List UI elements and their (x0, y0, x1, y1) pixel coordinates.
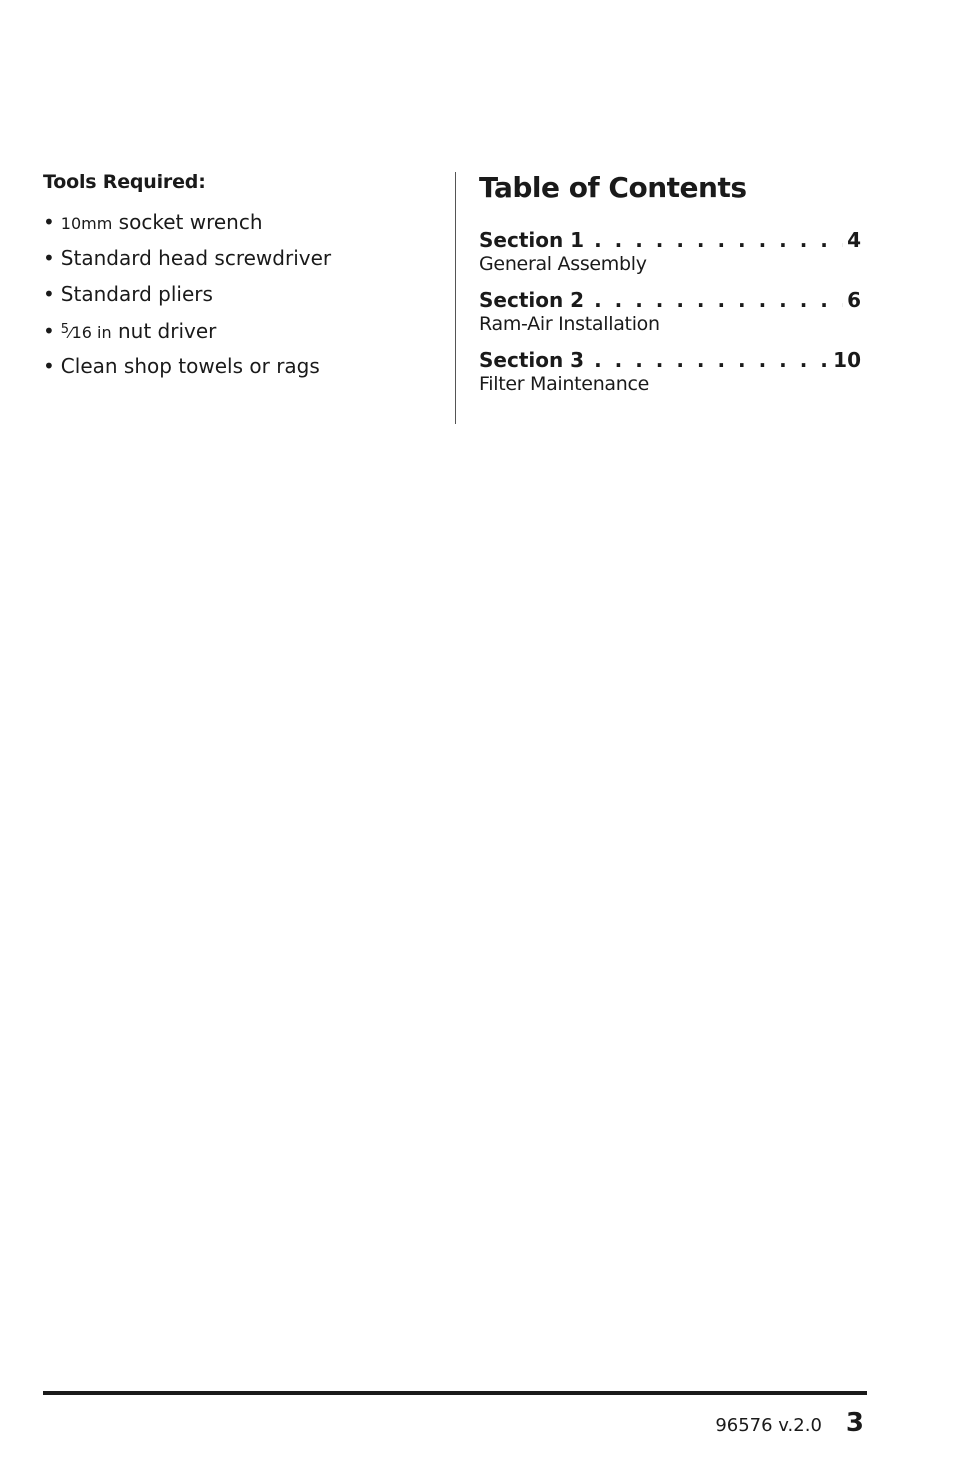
footer-rule (43, 1391, 867, 1395)
list-item (43, 204, 443, 240)
tool-unit: in (91, 323, 112, 342)
bullet: • (43, 319, 55, 343)
toc-section-subtitle: General Assembly (479, 253, 647, 275)
toc-line (479, 348, 861, 372)
bullet: • (43, 246, 55, 270)
toc-line (479, 228, 861, 252)
toc-page-number: 6 (847, 288, 861, 312)
tools-list (43, 204, 443, 384)
bullet: • (43, 210, 55, 234)
toc-section-label: Section 3 (479, 348, 585, 372)
toc-section-label: Section 1 (479, 228, 585, 252)
list-item (43, 240, 443, 276)
toc-entry[interactable] (479, 228, 861, 276)
tool-name: Standard pliers (60, 282, 213, 306)
fraction-slash: ⁄ (69, 324, 72, 342)
tool-name: Clean shop towels or rags (60, 354, 320, 378)
list-item (43, 312, 443, 348)
list-item (43, 276, 443, 312)
toc-entry[interactable] (479, 348, 861, 396)
tool-name: nut driver (111, 319, 217, 343)
toc-line (479, 288, 861, 312)
toc-page-number: 4 (847, 228, 861, 252)
page-number: 3 (845, 1408, 864, 1438)
tools-section (43, 168, 443, 384)
fraction-numerator: 5 (60, 322, 70, 337)
toc-leader-dots (594, 348, 829, 372)
table-of-contents (479, 168, 861, 408)
toc-leader-dots (594, 288, 843, 312)
fraction-denominator: 16 (71, 323, 92, 342)
tools-heading: Tools Required: (43, 171, 206, 193)
toc-section-label: Section 2 (479, 288, 585, 312)
bullet: • (43, 354, 55, 378)
bullet: • (43, 282, 55, 306)
tool-size: 10mm (60, 214, 113, 233)
toc-leader-dots (594, 228, 843, 252)
tool-name: Standard head screwdriver (60, 246, 332, 270)
document-id: 96576 v.2.0 (715, 1415, 822, 1436)
toc-entry[interactable] (479, 288, 861, 336)
toc-page-number: 10 (833, 348, 861, 372)
list-item (43, 348, 443, 384)
tool-name: socket wrench (112, 210, 263, 234)
page-footer (600, 1408, 864, 1438)
column-divider (455, 172, 456, 424)
toc-section-subtitle: Ram-Air Installation (479, 313, 660, 335)
toc-section-subtitle: Filter Maintenance (479, 373, 650, 395)
toc-title: Table of Contents (479, 171, 747, 204)
